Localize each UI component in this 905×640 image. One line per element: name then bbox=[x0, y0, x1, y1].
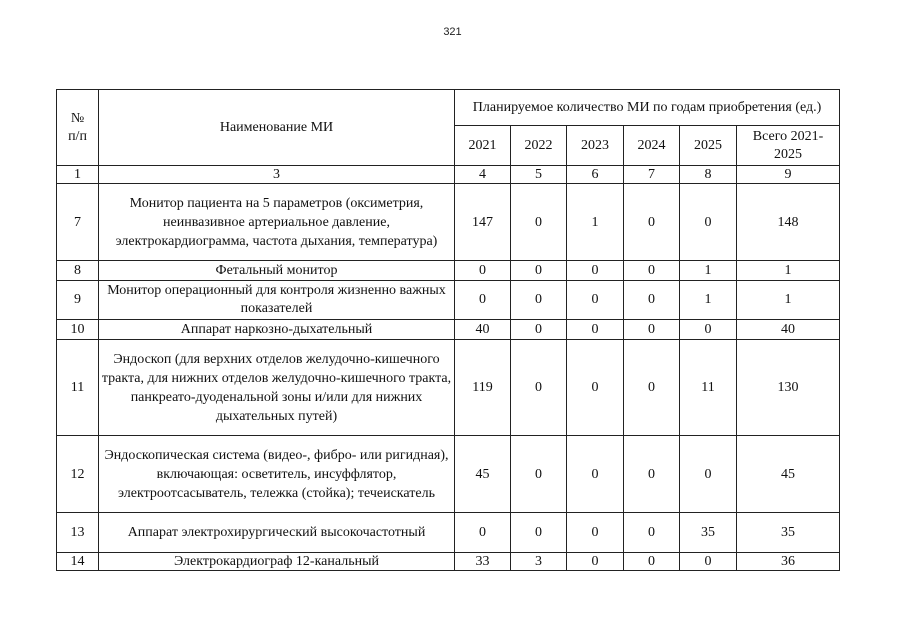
year-value: 0 bbox=[624, 281, 680, 320]
year-value: 0 bbox=[567, 340, 624, 436]
medical-equipment-table bbox=[56, 89, 840, 571]
table-row bbox=[57, 436, 840, 513]
year-value: 147 bbox=[455, 184, 511, 261]
year-value: 0 bbox=[567, 436, 624, 513]
item-name: Монитор операционный для контроля жизненно важных показателей bbox=[99, 281, 455, 320]
total-value: 130 bbox=[737, 340, 840, 436]
year-value: 0 bbox=[680, 436, 737, 513]
year-value: 0 bbox=[511, 261, 567, 281]
table-row bbox=[57, 553, 840, 571]
header-year: 2023 bbox=[567, 126, 624, 166]
year-value: 1 bbox=[680, 281, 737, 320]
item-name: Электрокардиограф 12-канальный bbox=[99, 553, 455, 571]
table-row bbox=[57, 513, 840, 553]
table-row bbox=[57, 281, 840, 320]
header-total: Всего 2021-2025 bbox=[737, 126, 840, 166]
year-value: 11 bbox=[680, 340, 737, 436]
year-value: 0 bbox=[511, 436, 567, 513]
year-value: 0 bbox=[511, 281, 567, 320]
year-value: 35 bbox=[680, 513, 737, 553]
year-value: 0 bbox=[624, 340, 680, 436]
year-value: 0 bbox=[624, 553, 680, 571]
column-index: 7 bbox=[624, 166, 680, 184]
column-index: 6 bbox=[567, 166, 624, 184]
column-index: 3 bbox=[99, 166, 455, 184]
column-index: 8 bbox=[680, 166, 737, 184]
year-value: 3 bbox=[511, 553, 567, 571]
row-number: 11 bbox=[57, 340, 99, 436]
column-index-row bbox=[57, 166, 840, 184]
header-num: № п/п bbox=[57, 90, 99, 166]
year-value: 0 bbox=[511, 184, 567, 261]
year-value: 0 bbox=[624, 320, 680, 340]
year-value: 0 bbox=[455, 261, 511, 281]
total-value: 45 bbox=[737, 436, 840, 513]
column-index: 1 bbox=[57, 166, 99, 184]
item-name: Фетальный монитор bbox=[99, 261, 455, 281]
header-year: 2025 bbox=[680, 126, 737, 166]
year-value: 0 bbox=[624, 261, 680, 281]
year-value: 0 bbox=[624, 184, 680, 261]
year-value: 0 bbox=[511, 340, 567, 436]
column-index: 9 bbox=[737, 166, 840, 184]
header-planned: Планируемое количество МИ по годам приобретения (ед.) bbox=[455, 90, 840, 126]
total-value: 35 bbox=[737, 513, 840, 553]
year-value: 0 bbox=[624, 513, 680, 553]
year-value: 1 bbox=[567, 184, 624, 261]
total-value: 36 bbox=[737, 553, 840, 571]
year-value: 1 bbox=[680, 261, 737, 281]
year-value: 0 bbox=[624, 436, 680, 513]
total-value: 148 bbox=[737, 184, 840, 261]
year-value: 119 bbox=[455, 340, 511, 436]
year-value: 0 bbox=[455, 281, 511, 320]
year-value: 45 bbox=[455, 436, 511, 513]
item-name: Эндоскоп (для верхних отделов желудочно-кишечного тракта, для нижних отделов желудочно-кишечного тракта, панкреато-дуоденальной зоны и/или для нижних дыхательных путей) bbox=[99, 340, 455, 436]
year-value: 0 bbox=[567, 281, 624, 320]
row-number: 8 bbox=[57, 261, 99, 281]
table-row bbox=[57, 184, 840, 261]
total-value: 1 bbox=[737, 281, 840, 320]
year-value: 0 bbox=[680, 184, 737, 261]
year-value: 0 bbox=[455, 513, 511, 553]
row-number: 10 bbox=[57, 320, 99, 340]
item-name: Аппарат наркозно-дыхательный bbox=[99, 320, 455, 340]
column-index: 4 bbox=[455, 166, 511, 184]
row-number: 14 bbox=[57, 553, 99, 571]
header-year: 2024 bbox=[624, 126, 680, 166]
row-number: 13 bbox=[57, 513, 99, 553]
total-value: 40 bbox=[737, 320, 840, 340]
item-name: Аппарат электрохирургический высокочастотный bbox=[99, 513, 455, 553]
year-value: 0 bbox=[567, 513, 624, 553]
table-row bbox=[57, 320, 840, 340]
table-row bbox=[57, 340, 840, 436]
year-value: 0 bbox=[511, 513, 567, 553]
total-value: 1 bbox=[737, 261, 840, 281]
table-row bbox=[57, 261, 840, 281]
row-number: 9 bbox=[57, 281, 99, 320]
year-value: 0 bbox=[680, 553, 737, 571]
item-name: Монитор пациента на 5 параметров (оксиметрия, неинвазивное артериальное давление, электрокардиограмма, частота дыхания, температура) bbox=[99, 184, 455, 261]
header-year: 2022 bbox=[511, 126, 567, 166]
year-value: 0 bbox=[567, 320, 624, 340]
year-value: 33 bbox=[455, 553, 511, 571]
year-value: 0 bbox=[567, 261, 624, 281]
header-year: 2021 bbox=[455, 126, 511, 166]
row-number: 12 bbox=[57, 436, 99, 513]
column-index: 5 bbox=[511, 166, 567, 184]
page-number: 321 bbox=[443, 26, 462, 38]
row-number: 7 bbox=[57, 184, 99, 261]
year-value: 0 bbox=[511, 320, 567, 340]
header-name: Наименование МИ bbox=[99, 90, 455, 166]
year-value: 0 bbox=[680, 320, 737, 340]
item-name: Эндоскопическая система (видео-, фибро- или ригидная), включающая: осветитель, инсуффлятор, электроотсасыватель, тележка (стойка); течеискатель bbox=[99, 436, 455, 513]
year-value: 0 bbox=[567, 553, 624, 571]
year-value: 40 bbox=[455, 320, 511, 340]
